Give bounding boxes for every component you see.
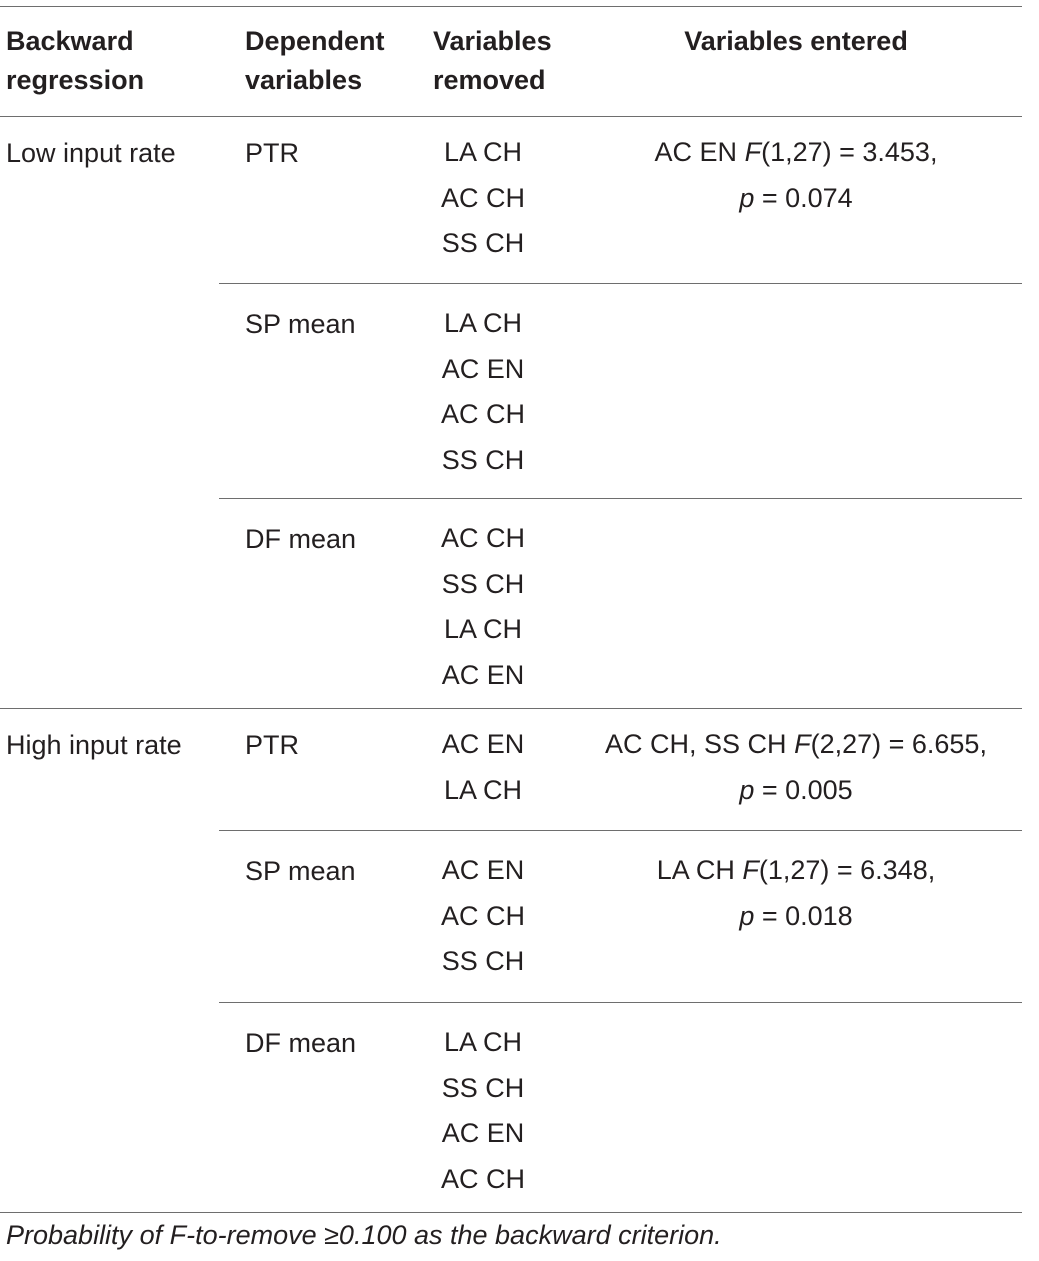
group-label: High input rate	[6, 730, 182, 760]
dependent-variable: SP mean	[245, 309, 356, 339]
group-divider	[0, 708, 1022, 709]
removed-list: LA CH AC EN AC CH SS CH	[440, 308, 525, 475]
table-bottom-rule	[0, 1212, 1022, 1213]
table-top-rule	[0, 6, 1022, 7]
header-backward-regression: Backward regression	[6, 26, 145, 95]
removed-list: LA CH SS CH AC EN AC CH	[440, 1027, 525, 1194]
removed-list: AC EN AC CH SS CH	[440, 855, 525, 976]
row-divider	[219, 1002, 1022, 1003]
entered-stat: AC EN F(1,27) = 3.453, p = 0.074	[654, 137, 938, 213]
table-footnote: Probability of F-to-remove ≥0.100 as the backward criterion.	[6, 1220, 722, 1250]
header-variables-entered: Variables entered	[684, 26, 908, 56]
dependent-variable: DF mean	[245, 524, 357, 554]
removed-list: LA CH AC CH SS CH	[440, 137, 525, 258]
row-divider	[219, 830, 1022, 831]
row-divider	[219, 283, 1022, 284]
header-variables-removed: Variables removed	[433, 26, 552, 95]
group-label: Low input rate	[6, 138, 176, 168]
header-bottom-rule	[0, 116, 1022, 117]
dependent-variable: PTR	[245, 730, 299, 760]
entered-stat: AC CH, SS CH F(2,27) = 6.655, p = 0.005	[605, 729, 987, 805]
row-divider	[219, 498, 1022, 499]
dependent-variable: PTR	[245, 138, 299, 168]
entered-stat: LA CH F(1,27) = 6.348, p = 0.018	[656, 855, 936, 931]
dependent-variable: DF mean	[245, 1028, 357, 1058]
dependent-variable: SP mean	[245, 856, 356, 886]
header-dependent-variables: Dependent variables	[245, 26, 385, 95]
removed-list: AC EN LA CH	[441, 729, 525, 805]
removed-list: AC CH SS CH LA CH AC EN	[440, 523, 525, 690]
